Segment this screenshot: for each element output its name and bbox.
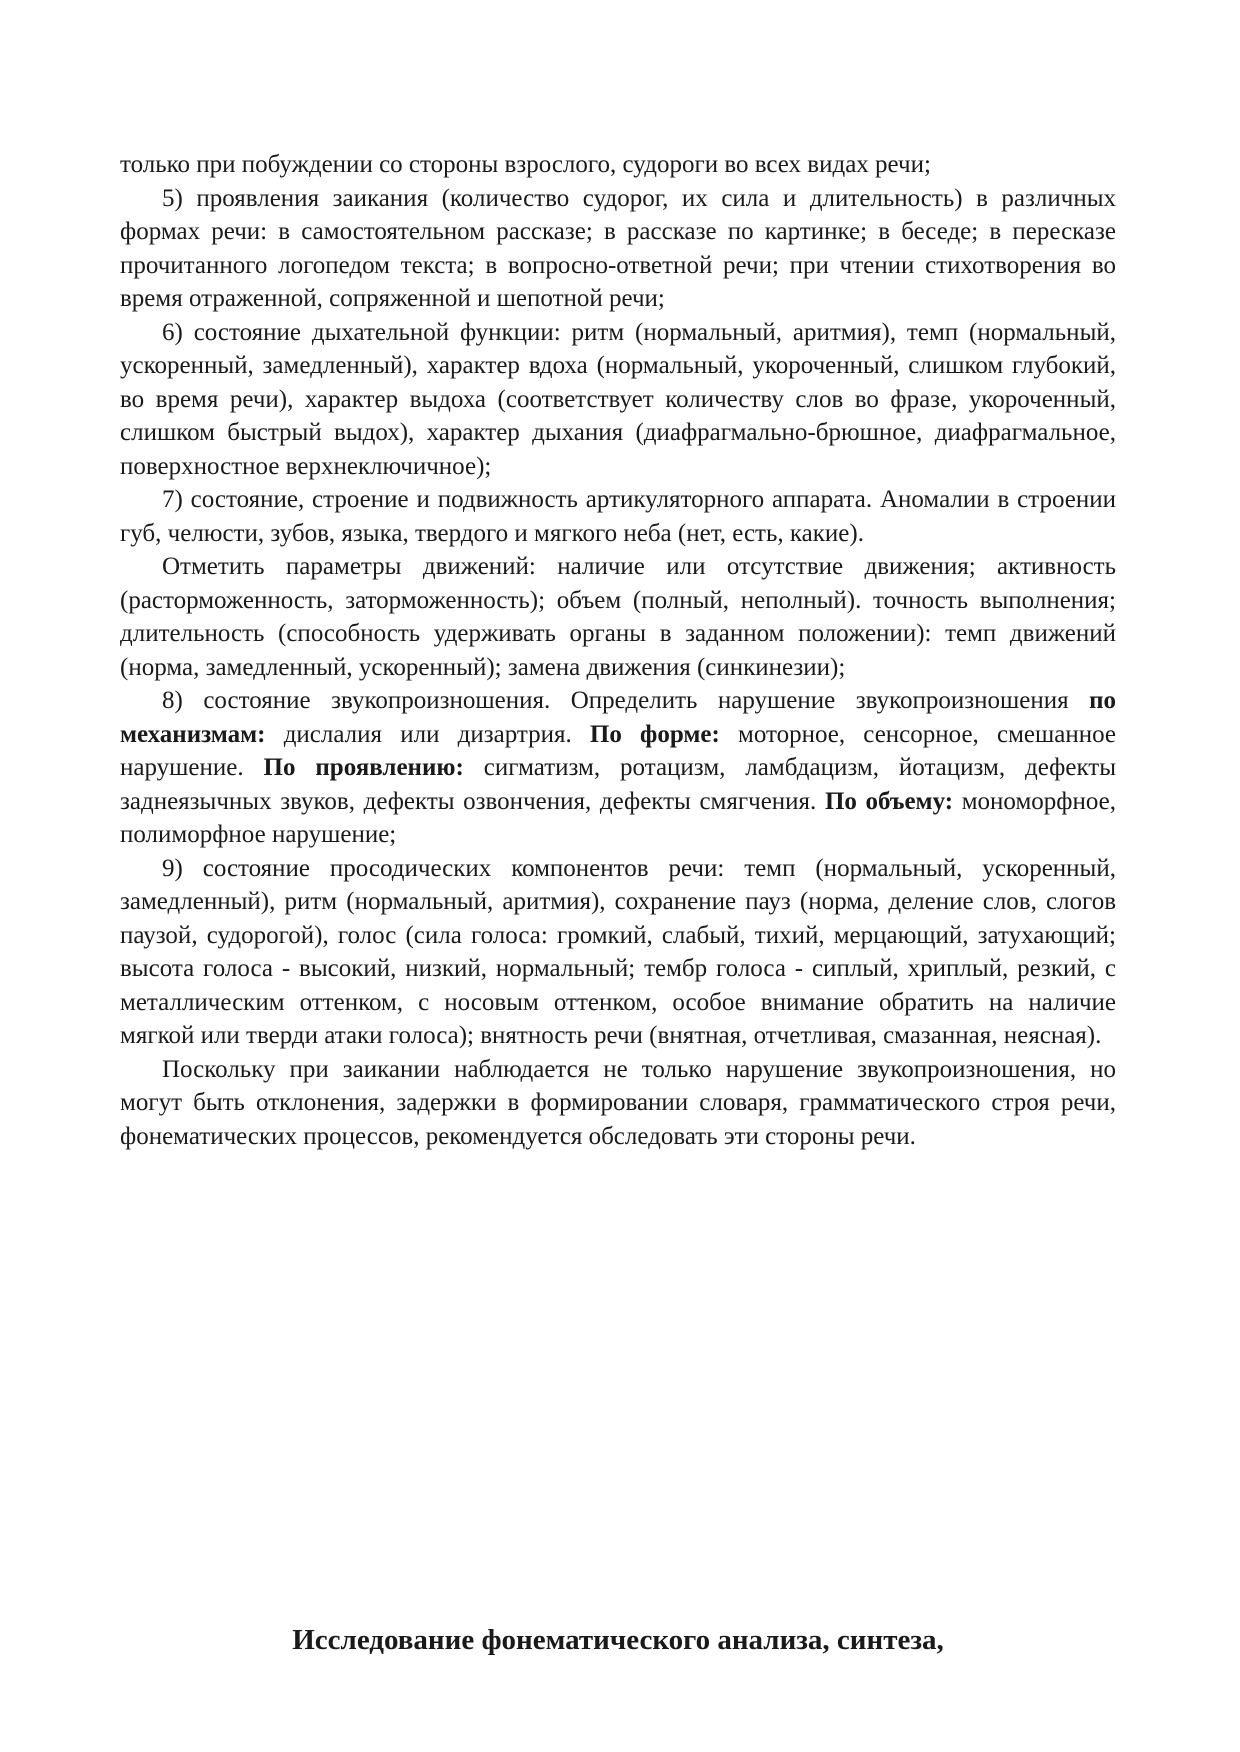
paragraph-item-7: 7) состояние, строение и подвижность артикуляторного аппарата. Аномалии в строении губ, челюсти, зубов, языка, твердого и мягкого неба (нет, есть, какие).	[120, 486, 1116, 547]
paragraph-conclusion: Поскольку при заикании наблюдается не только нарушение звукопроизношения, но могут быть отклонения, задержки в формировании словаря, грамматического строя речи, фонематических процессов, рекомендуется обследовать эти стороны речи.	[120, 1055, 1116, 1150]
paragraph-item-5: 5) проявления заикания (количество судорог, их сила и длительность) в различных формах речи: в самостоятельном рассказе; в рассказе по картинке; в беседе; в пересказе прочитанного логопедом текста; в вопросно-ответной речи; при чтении стихотворения во время отраженной, сопряженной и шепотной речи;	[120, 184, 1116, 312]
item-8-text-4: сигматизм, ротацизм, ламбдацизм, йотацизм, дефекты заднеязычных звуков, дефекты озвончения, дефекты смягчения.	[120, 754, 1116, 815]
item-8-text-5: мономорфное, полиморфное нарушение;	[120, 787, 1116, 848]
paragraph-item-6: 6) состояние дыхательной функции: ритм (нормальный, аритмия), темп (нормальный, ускоренный, замедленный), характер вдоха (нормальный, укороченный, слишком глубокий, во время речи), характер выдоха (соответствует количеству слов во фразе, укороченный, слишком быстрый выдох), характер дыхания (диафрагмально-брюшное, диафрагмальное, поверхностное верхнеключичное);	[120, 318, 1116, 480]
paragraph-movement-parameters: Отметить параметры движений: наличие или отсутствие движения; активность (расторможенность, заторможенность); объем (полный, неполный). точность выполнения; длительность (способность удерживать органы в заданном положении): темп движений (норма, замедленный, ускоренный); замена движения (синкинезии);	[120, 553, 1116, 681]
document-body	[120, 148, 1116, 1153]
item-8-text-3: моторное, сенсорное, смешанное нарушение.	[120, 720, 1117, 781]
section-heading: Исследование фонематического анализа, синтеза,	[292, 1624, 944, 1656]
item-8-bold-mechanism: по механизмам:	[120, 687, 1116, 748]
item-8-text-1: 8) состояние звукопроизношения. Определить нарушение звукопроизношения	[162, 687, 1090, 714]
paragraph-item-9: 9) состояние просодических компонентов речи: темп (нормальный, ускоренный, замедленный), ритм (нормальный, аритмия), сохранение пауз (норма, деление слов, слогов паузой, судорогой), голос (сила голоса: громкий, слабый, тихий, мерцающий, затухающий; высота голоса - высокий, низкий, нормальный; тембр голоса - сиплый, хриплый, резкий, с металлическим оттенком, с носовым оттенком, особое внимание обратить на наличие мягкой или тверди атаки голоса); внятность речи (внятная, отчетливая, смазанная, неясная).	[120, 854, 1116, 1049]
item-8-bold-volume: По объему:	[824, 787, 954, 815]
item-8-bold-manifestation: По проявлению:	[263, 754, 464, 781]
item-8-bold-form: По форме:	[589, 720, 720, 748]
paragraph-item-8	[120, 684, 1116, 852]
paragraph-continuation: только при побуждении со стороны взрослого, судороги во всех видах речи;	[120, 151, 931, 178]
item-8-text-2: дислалия или дизартрия.	[265, 720, 590, 748]
